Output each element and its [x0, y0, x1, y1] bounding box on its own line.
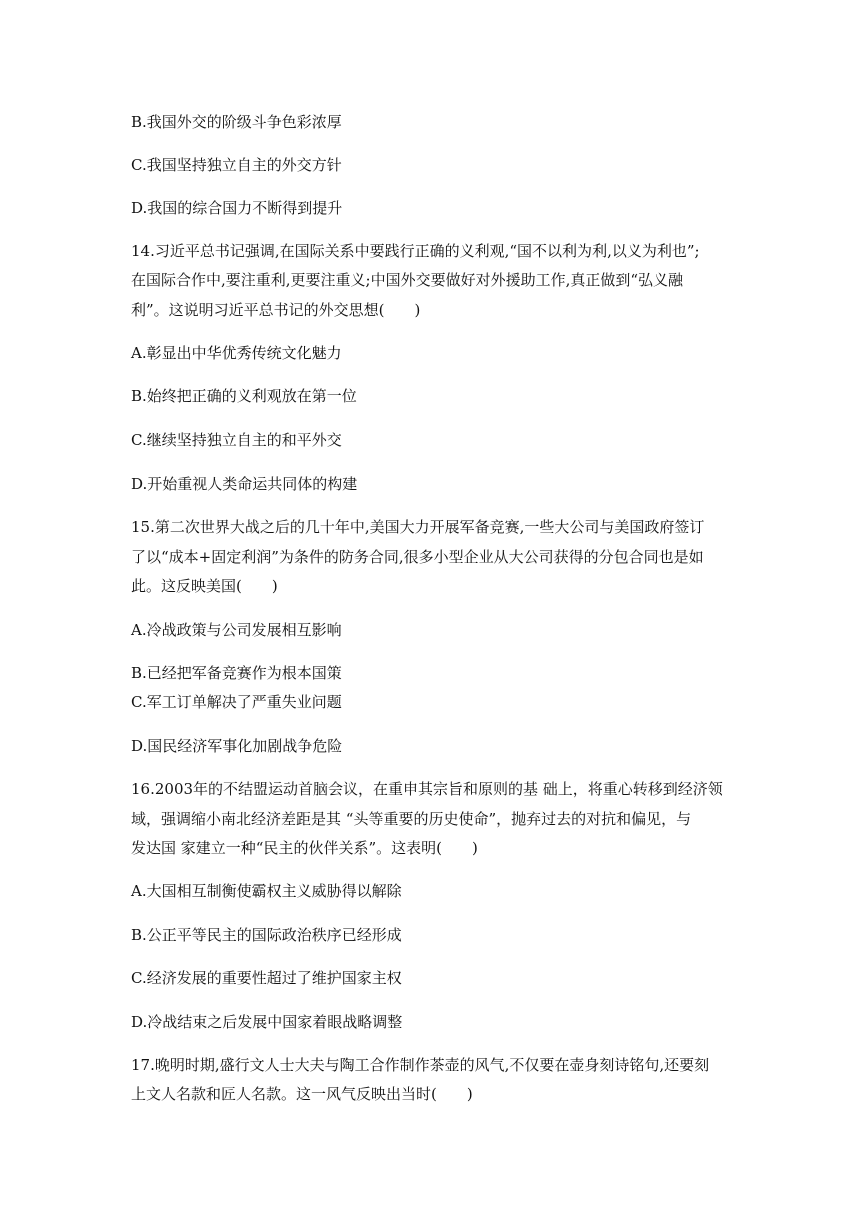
- question-17-line-2: 上文人名款和匠人名款。这一风气反映出当时( ): [131, 1085, 473, 1103]
- q14-option-c: C.继续坚持独立自主的和平外交: [131, 431, 342, 449]
- question-15-line-1: 15.第二次世界大战之后的几十年中,美国大力开展军备竞赛,一些大公司与美国政府签订: [131, 518, 705, 536]
- question-15-line-2: 了以“成本+固定利润”为条件的防务合同,很多小型企业从大公司获得的分包合同也是如: [131, 548, 704, 566]
- q16-option-c: C.经济发展的重要性超过了维护国家主权: [131, 969, 402, 987]
- option-d: D.我国的综合国力不断得到提升: [131, 199, 343, 217]
- q14-option-b: B.始终把正确的义利观放在第一位: [131, 387, 357, 405]
- q15-option-a: A.冷战政策与公司发展相互影响: [131, 621, 342, 639]
- q16-option-d: D.冷战结束之后发展中国家着眼战略调整: [131, 1013, 403, 1031]
- option-c: C.我国坚持独立自主的外交方针: [131, 156, 342, 174]
- q16-option-a: A.大国相互制衡使霸权主义威胁得以解除: [131, 882, 402, 900]
- q15-option-c: C.军工订单解决了严重失业问题: [131, 693, 342, 711]
- question-17-line-1: 17.晚明时期,盛行文人士大夫与陶工合作制作茶壶的风气,不仅要在壶身刻诗铭句,还要刻: [131, 1056, 710, 1074]
- question-14-line-2: 在国际合作中,要注重利,更要注重义;中国外交要做好对外援助工作,真正做到“弘义融: [131, 271, 684, 289]
- question-16-line-2: 域，强调缩小南北经济差距是其 “头等重要的历史使命”，抛弃过去的对抗和偏见，与: [131, 810, 692, 828]
- q14-option-a: A.彰显出中华优秀传统文化魅力: [131, 344, 342, 362]
- q15-option-d: D.国民经济军事化加剧战争危险: [131, 737, 343, 755]
- q14-option-d: D.开始重视人类命运共同体的构建: [131, 475, 358, 493]
- q15-option-b: B.已经把军备竞赛作为根本国策: [131, 664, 342, 682]
- question-14-line-1: 14.习近平总书记强调,在国际关系中要践行正确的义利观,“国不以利为利,以义为利也”;: [131, 242, 700, 260]
- question-14-line-3: 利”。这说明习近平总书记的外交思想( ): [131, 301, 421, 319]
- q16-option-b: B.公正平等民主的国际政治秩序已经形成: [131, 926, 402, 944]
- question-16-line-3: 发达国 家建立一种“民主的伙伴关系”。这表明( ): [131, 839, 478, 857]
- question-16-line-1: 16.2003年的不结盟运动首脑会议，在重申其宗旨和原则的基 础上，将重心转移到经济领: [131, 780, 723, 798]
- question-15-line-3: 此。这反映美国( ): [131, 577, 278, 595]
- option-b: B.我国外交的阶级斗争色彩浓厚: [131, 113, 342, 131]
